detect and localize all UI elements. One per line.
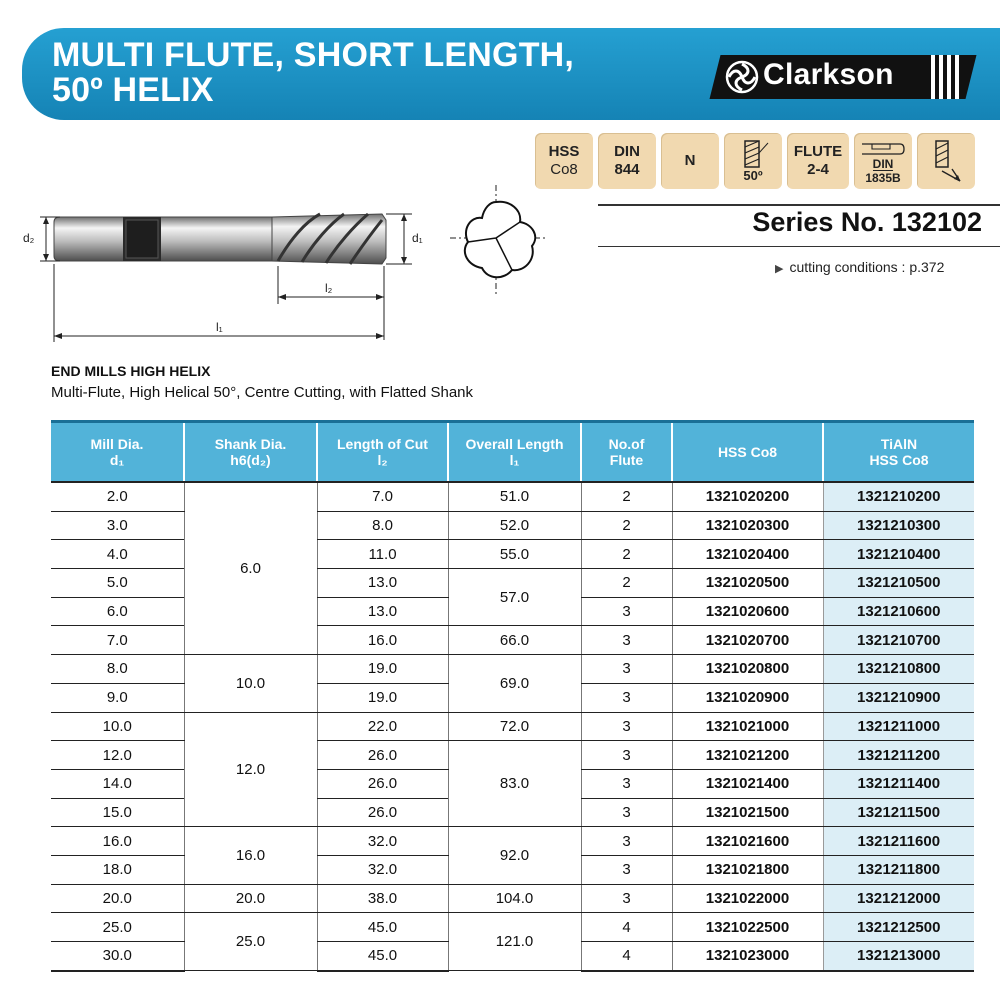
cell-shank-dia: 10.0 (184, 655, 317, 712)
cell-mill-dia: 3.0 (51, 511, 184, 540)
centre-cutting-icon (926, 139, 966, 183)
cell-hss-code: 1321020900 (672, 683, 823, 712)
cell-mill-dia: 20.0 (51, 884, 184, 913)
cell-hss-code: 1321020700 (672, 626, 823, 655)
cell-length-of-cut: 26.0 (317, 769, 448, 798)
cell-length-of-cut: 13.0 (317, 597, 448, 626)
badge-din844-line2: 844 (614, 161, 640, 178)
dim-l1-label: l₁ (216, 320, 223, 334)
cell-overall-length: 52.0 (448, 511, 581, 540)
cell-length-of-cut: 32.0 (317, 827, 448, 856)
cell-hss-code: 1321020600 (672, 597, 823, 626)
cell-overall-length: 57.0 (448, 569, 581, 626)
cell-length-of-cut: 38.0 (317, 884, 448, 913)
badge-din844 (598, 133, 656, 189)
cell-hss-code: 1321020300 (672, 511, 823, 540)
section-subtitle: Multi-Flute, High Helical 50°, Centre Cutting, with Flatted Shank (51, 384, 474, 401)
badge-din844-line1: DIN (614, 143, 640, 160)
cell-no-of-flute: 3 (581, 855, 672, 884)
cell-length-of-cut: 19.0 (317, 655, 448, 684)
cell-no-of-flute: 3 (581, 769, 672, 798)
cell-tialn-code: 1321210300 (823, 511, 974, 540)
cell-tialn-code: 1321211600 (823, 827, 974, 856)
end-mill-drawing (20, 180, 580, 350)
cell-hss-code: 1321022000 (672, 884, 823, 913)
badge-type-n (661, 133, 719, 189)
cell-length-of-cut: 8.0 (317, 511, 448, 540)
header-shank-dia: Shank Dia. h6(d₂) (184, 422, 317, 483)
cell-tialn-code: 1321211000 (823, 712, 974, 741)
header-banner (22, 28, 1000, 120)
cell-no-of-flute: 3 (581, 597, 672, 626)
header-tialn-hss-co8: TiAlN HSS Co8 (823, 422, 974, 483)
header-overall-length: Overall Length l₁ (448, 422, 581, 483)
badge-helix (724, 133, 782, 189)
cell-mill-dia: 5.0 (51, 569, 184, 598)
cell-no-of-flute: 4 (581, 942, 672, 971)
cell-no-of-flute: 2 (581, 482, 672, 511)
cell-no-of-flute: 3 (581, 655, 672, 684)
table-row (51, 482, 974, 511)
badge-flute-line1: FLUTE (793, 143, 843, 160)
cell-overall-length: 92.0 (448, 827, 581, 884)
badge-helix-label: 50º (743, 168, 763, 183)
cell-mill-dia: 18.0 (51, 855, 184, 884)
cell-length-of-cut: 7.0 (317, 482, 448, 511)
cell-shank-dia: 16.0 (184, 827, 317, 884)
cell-hss-code: 1321021200 (672, 741, 823, 770)
cell-tialn-code: 1321211400 (823, 769, 974, 798)
cell-length-of-cut: 45.0 (317, 942, 448, 971)
cell-length-of-cut: 32.0 (317, 855, 448, 884)
helix-angle-icon (736, 139, 770, 169)
cell-mill-dia: 16.0 (51, 827, 184, 856)
cell-tialn-code: 1321213000 (823, 942, 974, 971)
cell-shank-dia: 20.0 (184, 884, 317, 913)
cell-mill-dia: 2.0 (51, 482, 184, 511)
cell-shank-dia: 25.0 (184, 913, 317, 971)
cell-mill-dia: 7.0 (51, 626, 184, 655)
badge-din1835b-line1: DIN (872, 156, 894, 171)
cell-length-of-cut: 22.0 (317, 712, 448, 741)
cell-overall-length: 83.0 (448, 741, 581, 827)
cell-tialn-code: 1321211200 (823, 741, 974, 770)
cell-length-of-cut: 16.0 (317, 626, 448, 655)
brand-logo (710, 55, 977, 99)
cell-hss-code: 1321021500 (672, 798, 823, 827)
cell-no-of-flute: 3 (581, 798, 672, 827)
series-rule-top (598, 204, 1000, 206)
cell-no-of-flute: 3 (581, 884, 672, 913)
cell-tialn-code: 1321211800 (823, 855, 974, 884)
page-title (52, 38, 574, 108)
cell-no-of-flute: 3 (581, 683, 672, 712)
cell-no-of-flute: 3 (581, 741, 672, 770)
cell-no-of-flute: 4 (581, 913, 672, 942)
cell-tialn-code: 1321210600 (823, 597, 974, 626)
brand-stripes-icon (927, 55, 971, 99)
cell-tialn-code: 1321210700 (823, 626, 974, 655)
badge-material-line1: HSS (548, 143, 580, 160)
shank-icon (860, 138, 906, 158)
cell-tialn-code: 1321211500 (823, 798, 974, 827)
badge-flute-line2: 2-4 (807, 161, 829, 178)
section-title: END MILLS HIGH HELIX (51, 363, 211, 379)
cell-hss-code: 1321020800 (672, 655, 823, 684)
cell-length-of-cut: 11.0 (317, 540, 448, 569)
cutting-conditions-link[interactable] (775, 259, 944, 275)
cell-mill-dia: 25.0 (51, 913, 184, 942)
page-title-line1: MULTI FLUTE, SHORT LENGTH, (52, 36, 575, 74)
cell-mill-dia: 8.0 (51, 655, 184, 684)
cell-hss-code: 1321021400 (672, 769, 823, 798)
cell-overall-length: 55.0 (448, 540, 581, 569)
cell-overall-length: 104.0 (448, 884, 581, 913)
header-hss-co8: HSS Co8 (672, 422, 823, 483)
cell-hss-code: 1321022500 (672, 913, 823, 942)
cell-no-of-flute: 2 (581, 511, 672, 540)
badge-din1835b (854, 133, 912, 189)
cell-mill-dia: 9.0 (51, 683, 184, 712)
brand-swirl-icon (725, 60, 759, 94)
page-title-line2: 50º HELIX (52, 71, 214, 109)
cell-length-of-cut: 19.0 (317, 683, 448, 712)
table-row (51, 655, 974, 684)
cell-length-of-cut: 45.0 (317, 913, 448, 942)
badge-din1835b-line2: 1835B (865, 170, 901, 185)
cell-hss-code: 1321020400 (672, 540, 823, 569)
cell-hss-code: 1321021000 (672, 712, 823, 741)
cell-hss-code: 1321023000 (672, 942, 823, 971)
cell-hss-code: 1321021600 (672, 827, 823, 856)
cell-hss-code: 1321020200 (672, 482, 823, 511)
spec-table (51, 420, 974, 972)
cell-overall-length: 51.0 (448, 482, 581, 511)
table-header-row (51, 422, 974, 483)
series-number: Series No. 132102 (752, 207, 982, 237)
badge-flute (787, 133, 849, 189)
cell-hss-code: 1321020500 (672, 569, 823, 598)
cell-tialn-code: 1321210200 (823, 482, 974, 511)
cell-no-of-flute: 3 (581, 626, 672, 655)
header-no-of-flute: No.of Flute (581, 422, 672, 483)
badge-centre-cutting (917, 133, 975, 189)
cell-no-of-flute: 2 (581, 569, 672, 598)
cell-tialn-code: 1321212000 (823, 884, 974, 913)
cell-mill-dia: 4.0 (51, 540, 184, 569)
header-mill-dia: Mill Dia. d₁ (51, 422, 184, 483)
cell-tialn-code: 1321210800 (823, 655, 974, 684)
cell-overall-length: 66.0 (448, 626, 581, 655)
cell-tialn-code: 1321210400 (823, 540, 974, 569)
cell-length-of-cut: 13.0 (317, 569, 448, 598)
table-row (51, 884, 974, 913)
cell-overall-length: 69.0 (448, 655, 581, 712)
cell-tialn-code: 1321210900 (823, 683, 974, 712)
cell-shank-dia: 6.0 (184, 482, 317, 655)
cell-no-of-flute: 2 (581, 540, 672, 569)
cell-length-of-cut: 26.0 (317, 798, 448, 827)
cell-mill-dia: 6.0 (51, 597, 184, 626)
cell-length-of-cut: 26.0 (317, 741, 448, 770)
cell-overall-length: 72.0 (448, 712, 581, 741)
triangle-right-icon: ▶ (775, 263, 784, 275)
dim-d1-label: d₁ (412, 231, 423, 245)
brand-name: Clarkson (763, 58, 894, 91)
series-rule-bottom (598, 246, 1000, 247)
dim-d2-label: d₂ (23, 231, 35, 245)
cell-tialn-code: 1321210500 (823, 569, 974, 598)
dim-l2-label: l₂ (325, 281, 333, 295)
table-body (51, 482, 974, 971)
cell-mill-dia: 10.0 (51, 712, 184, 741)
badge-type-n-label: N (684, 152, 696, 169)
cell-mill-dia: 15.0 (51, 798, 184, 827)
badge-material-line2: Co8 (550, 161, 578, 178)
cell-no-of-flute: 3 (581, 712, 672, 741)
cell-shank-dia: 12.0 (184, 712, 317, 827)
table-row (51, 712, 974, 741)
table-row (51, 827, 974, 856)
cell-no-of-flute: 3 (581, 827, 672, 856)
cell-tialn-code: 1321212500 (823, 913, 974, 942)
cell-overall-length: 121.0 (448, 913, 581, 971)
cell-mill-dia: 12.0 (51, 741, 184, 770)
cutting-conditions-text: cutting conditions : p.372 (789, 259, 945, 275)
header-length-of-cut: Length of Cut l₂ (317, 422, 448, 483)
table-row (51, 913, 974, 942)
cell-mill-dia: 30.0 (51, 942, 184, 971)
cell-hss-code: 1321021800 (672, 855, 823, 884)
cell-mill-dia: 14.0 (51, 769, 184, 798)
